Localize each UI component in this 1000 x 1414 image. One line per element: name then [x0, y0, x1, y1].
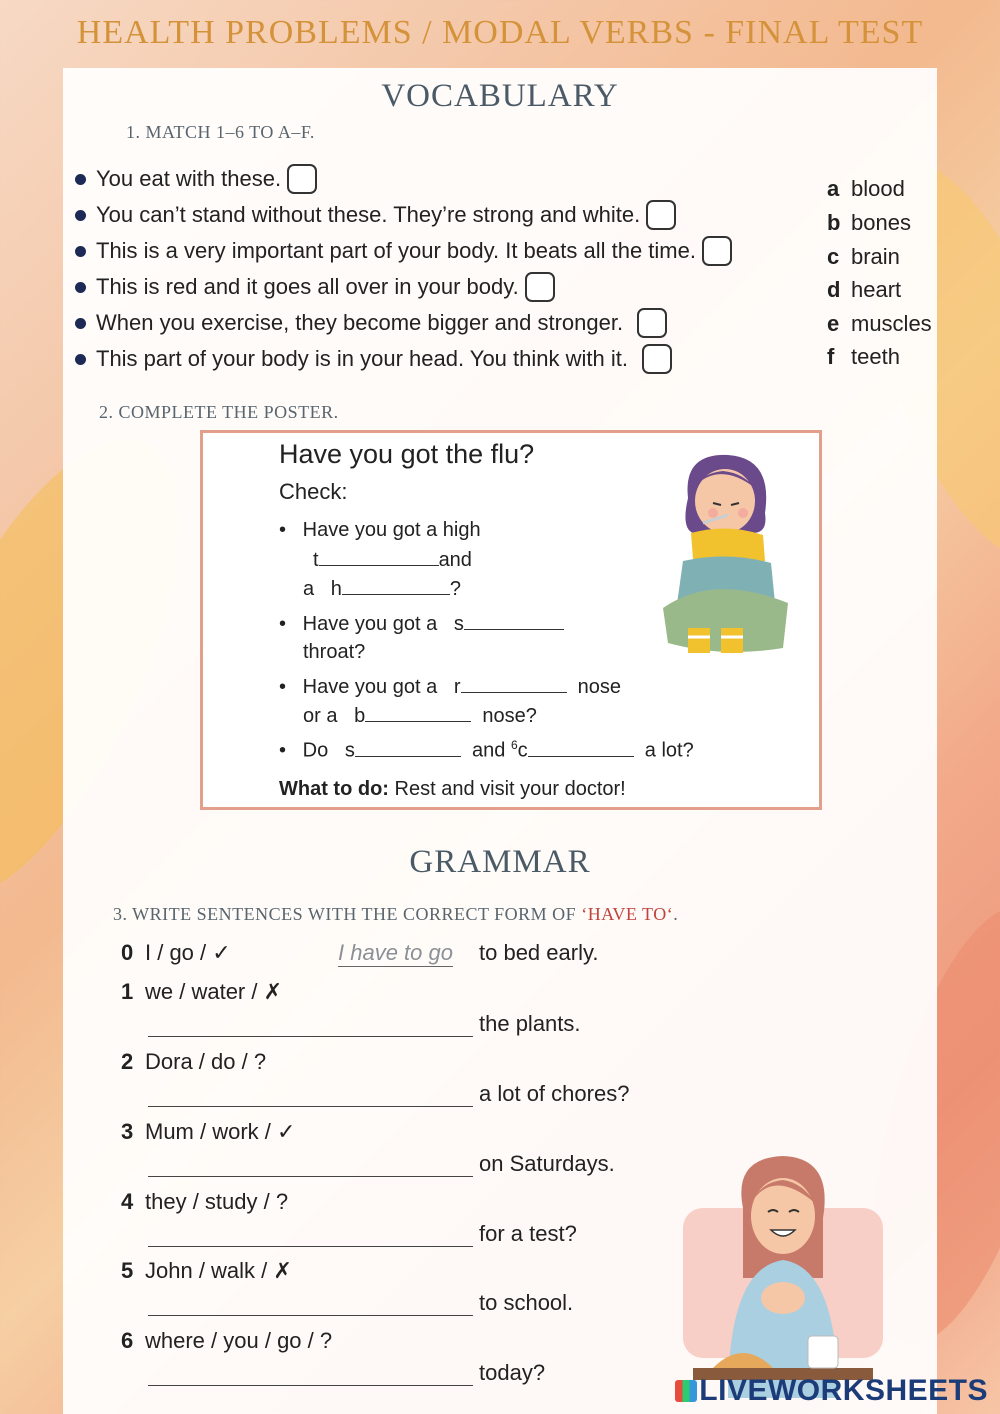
vocabulary-heading: VOCABULARY: [381, 78, 619, 114]
poster-line: t and: [313, 549, 472, 571]
option-c: c brain: [827, 244, 900, 269]
grammar-item-3: 3 Mum / work / ✓: [121, 1119, 296, 1144]
sentence-ending: for a test?: [479, 1221, 577, 1246]
answer-box-6[interactable]: [642, 344, 672, 374]
answer-line-3[interactable]: [148, 1176, 473, 1177]
woman-breakfast-illustration: [673, 1148, 893, 1408]
flu-poster: [200, 430, 822, 810]
grammar-item-1: 1 we / water / ✗: [121, 979, 283, 1004]
answer-box-2[interactable]: [646, 200, 676, 230]
sentence-ending: today?: [479, 1360, 546, 1385]
answer-line-1[interactable]: [148, 1036, 473, 1037]
sentence-ending: the plants.: [479, 1011, 581, 1036]
poster-line: • Have you got a r nose: [279, 676, 622, 698]
blank-runny[interactable]: [461, 675, 567, 693]
blank-temperature[interactable]: [319, 548, 439, 566]
worksheet: [63, 68, 937, 1414]
match-item-3: [75, 236, 732, 266]
bullet-icon: [75, 318, 86, 329]
poster-title: Have you got the flu?: [279, 439, 535, 469]
blank-cough[interactable]: [528, 739, 634, 757]
answer-line-5[interactable]: [148, 1315, 473, 1316]
grammar-heading: GRAMMAR: [409, 844, 591, 880]
option-f: f teeth: [827, 344, 900, 369]
match-item-text: When you exercise, they become bigger and stronger.: [96, 310, 624, 335]
match-item-text: This is red and it goes all over in your body.: [96, 274, 519, 299]
answer-box-3[interactable]: [702, 236, 732, 266]
match-item-5: [75, 308, 667, 338]
bullet-icon: [75, 282, 86, 293]
example-row: 0 I / go / ✓: [121, 940, 231, 965]
bullet-icon: [75, 354, 86, 365]
option-b: b bones: [827, 210, 911, 235]
grammar-item-5: 5 John / walk / ✗: [121, 1258, 292, 1283]
poster-footer: What to do: Rest and visit your doctor!: [279, 778, 626, 800]
exercise3-instruction: 3. WRITE SENTENCES WITH THE CORRECT FORM OF ‘HAVE TO‘.: [113, 904, 679, 924]
answer-box-4[interactable]: [525, 272, 555, 302]
match-item-1: [75, 164, 317, 194]
exercise2-instruction: 2. COMPLETE THE POSTER.: [99, 402, 339, 422]
match-item-2: [75, 200, 676, 230]
liveworksheets-icon: [675, 1380, 697, 1402]
exercise1-instruction: 1. MATCH 1–6 TO A–F.: [126, 122, 315, 142]
poster-check-label: Check:: [279, 479, 348, 504]
poster-line: • Have you got a high: [279, 519, 481, 541]
example-answer: I have to go: [338, 940, 453, 965]
sentence-ending: a lot of chores?: [479, 1081, 630, 1106]
blank-blocked[interactable]: [365, 704, 471, 722]
bullet-icon: [75, 174, 86, 185]
option-e: e muscles: [827, 311, 932, 336]
match-item-text: You can’t stand without these. They’re strong and white.: [96, 202, 641, 227]
bullet-icon: [75, 210, 86, 221]
option-a: a blood: [827, 176, 905, 201]
answer-line-6[interactable]: [148, 1385, 473, 1386]
match-item-text: You eat with these.: [96, 166, 282, 191]
poster-line: • Have you got a s: [279, 612, 564, 636]
answer-box-5[interactable]: [637, 308, 667, 338]
option-d: d heart: [827, 277, 902, 302]
blank-sneeze[interactable]: [355, 739, 461, 757]
match-item-text: This part of your body is in your head. You think with it.: [96, 346, 628, 371]
match-item-4: [75, 272, 555, 302]
grammar-item-4: 4 they / study / ?: [121, 1189, 289, 1214]
poster-line: • Do s and $^6$c a lot?: [279, 738, 694, 762]
sick-girl-illustration: [643, 443, 793, 663]
grammar-item-6: 6 where / you / go / ?: [121, 1328, 333, 1353]
page-title: HEALTH PROBLEMS / MODAL VERBS - FINAL TEST: [76, 14, 924, 51]
poster-line: or a b nose?: [303, 705, 537, 727]
match-item-text: This is a very important part of your body. It beats all the time.: [96, 238, 696, 263]
blank-sore[interactable]: [464, 612, 564, 630]
blank-headache[interactable]: [342, 577, 450, 595]
poster-line: throat?: [303, 641, 366, 663]
sentence-ending: on Saturdays.: [479, 1151, 615, 1176]
answer-box-1[interactable]: [287, 164, 317, 194]
answer-line-2[interactable]: [148, 1106, 473, 1107]
example-ending: to bed early.: [479, 940, 599, 965]
answer-line-4[interactable]: [148, 1246, 473, 1247]
poster-line: a h ?: [303, 578, 462, 600]
sentence-ending: to school.: [479, 1290, 574, 1315]
liveworksheets-logo[interactable]: LIVEWORKSHEETS: [675, 1374, 988, 1408]
bullet-icon: [75, 246, 86, 257]
grammar-item-2: 2 Dora / do / ?: [121, 1049, 267, 1074]
match-item-6: [75, 344, 672, 374]
